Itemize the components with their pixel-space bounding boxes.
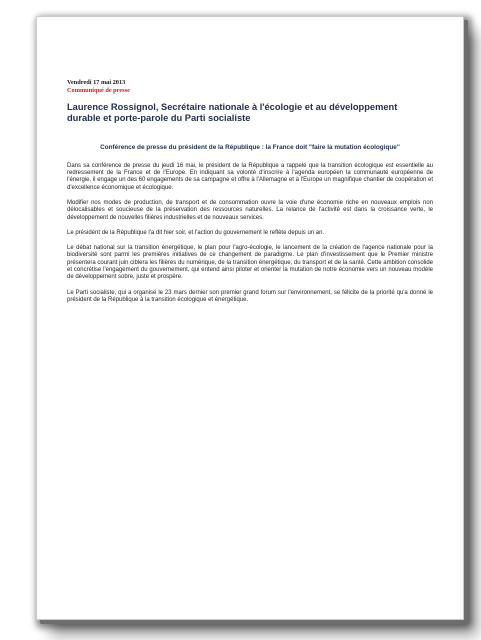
paragraph: Le Parti socialiste, qui a organisé le 23 mars dernier son premier grand forum sur l'environnement, se félicite de la priorité qu'a donné le président de la République à la transition écologique et énergétique. <box>67 289 433 303</box>
paragraph: Le président de la République l'a dit hier soir, et l'action du gouvernement le reflète depuis un an. <box>67 229 325 236</box>
paragraph: Dans sa conférence de presse du jeudi 16 mai, le président de la République a rappelé que la transition écologique est essentielle au redressement de la France et de l'Europe. En indiquant sa volonté d'inscrire à l'agenda européen la communauté européenne de l'énergie, il engage un des 60 engagements de sa campagne et offre à l'Allemagne et à l'Europe un magnifique chantier de coopération et d'excellence économique et écologique. <box>67 162 433 191</box>
document-subhead: Conférence de presse du président de la République : la France doit "faire la mutation écologique" <box>100 144 400 151</box>
document-kind: Communiqué de presse <box>67 87 130 94</box>
paragraph: Le débat national sur la transition énergétique, le plan pour l'agro-écologie, le lancement de la création de l'agence nationale pour la biodiversité sont parmi les premières initiatives de ce changement de paradigme. Le plan d'investissement que le Premier ministre présentera courant juin ciblera les filières du numérique, de la transition énergétique, du transport et de la santé. Cette ambition consolide et concrétise l'engagement du gouvernement, qui entend ainsi piloter et orienter la mutation de notre économie vers un nouveau modèle de développement sobre, juste et prospère. <box>67 245 433 281</box>
paragraph: Modifier nos modes de production, de transport et de consommation ouvre la voie d'une économie riche en nouveaux emplois non délocalisables et soucieuse de la préservation des ressources naturelles. La relance de l'activité est dans la croissance verte, le développement de nouvelles filières industrielles et de nouveaux services. <box>67 199 433 221</box>
document-page <box>36 16 464 620</box>
document-headline: Laurence Rossignol, Secrétaire nationale à l'écologie et au développement durable et porte-parole du Parti socialiste <box>67 102 398 123</box>
document-body <box>67 163 433 304</box>
document-date: Vendredi 17 mai 2013 <box>67 79 126 86</box>
